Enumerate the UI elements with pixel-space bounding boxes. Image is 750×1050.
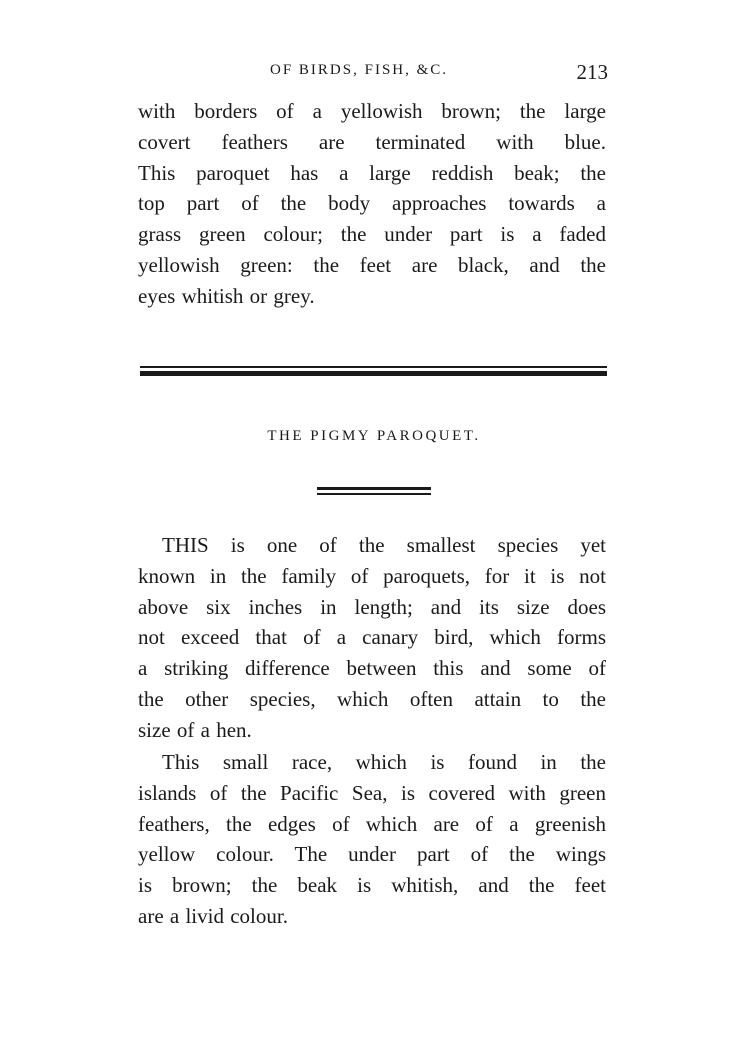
text-line: the other species, which often attain to the — [138, 686, 606, 711]
text-line: yellow colour. The under part of the wings — [138, 842, 606, 867]
page-number: 213 — [576, 60, 608, 84]
text-line: not exceed that of a canary bird, which forms — [138, 625, 606, 650]
text-line: covert feathers are terminated with blue. — [138, 129, 606, 154]
section-paragraph — [138, 530, 606, 746]
section-divider-rule — [140, 366, 607, 377]
divider-thin-line — [140, 366, 607, 368]
text-line: are a livid colour. — [138, 903, 288, 928]
text-line: feathers, the edges of which are of a greenish — [138, 811, 606, 836]
text-line: This small race, which is found in the — [162, 750, 606, 774]
text-line: yellowish green: the feet are black, and the — [138, 252, 606, 277]
text-line: known in the family of paroquets, for it is not — [138, 563, 606, 588]
text-line: grass green colour; the under part is a faded — [138, 222, 606, 247]
running-head — [138, 60, 610, 86]
text-line: size of a hen. — [138, 717, 252, 742]
continued-paragraph — [138, 96, 606, 312]
text-line: top part of the body approaches towards a — [138, 191, 606, 216]
underline-bottom-line — [317, 493, 431, 495]
section-paragraph — [138, 747, 606, 932]
text-line: eyes whitish or grey. — [138, 283, 315, 308]
running-title: OF BIRDS, FISH, &C. — [270, 62, 449, 78]
text-line: is brown; the beak is whitish, and the feet — [138, 873, 606, 898]
text-line: THIS is one of the smallest species yet — [162, 533, 606, 557]
section-heading: THE PIGMY PAROQUET. — [267, 428, 481, 444]
text-line: islands of the Pacific Sea, is covered with green — [138, 780, 606, 805]
text-line: with borders of a yellowish brown; the large — [138, 99, 606, 123]
underline-top-line — [317, 487, 431, 490]
divider-thick-line — [140, 371, 607, 376]
heading-underline-rule — [317, 487, 431, 496]
text-line: a striking difference between this and some of — [138, 656, 606, 681]
text-line: This paroquet has a large reddish beak; the — [138, 160, 606, 185]
text-line: above six inches in length; and its size does — [138, 594, 606, 619]
